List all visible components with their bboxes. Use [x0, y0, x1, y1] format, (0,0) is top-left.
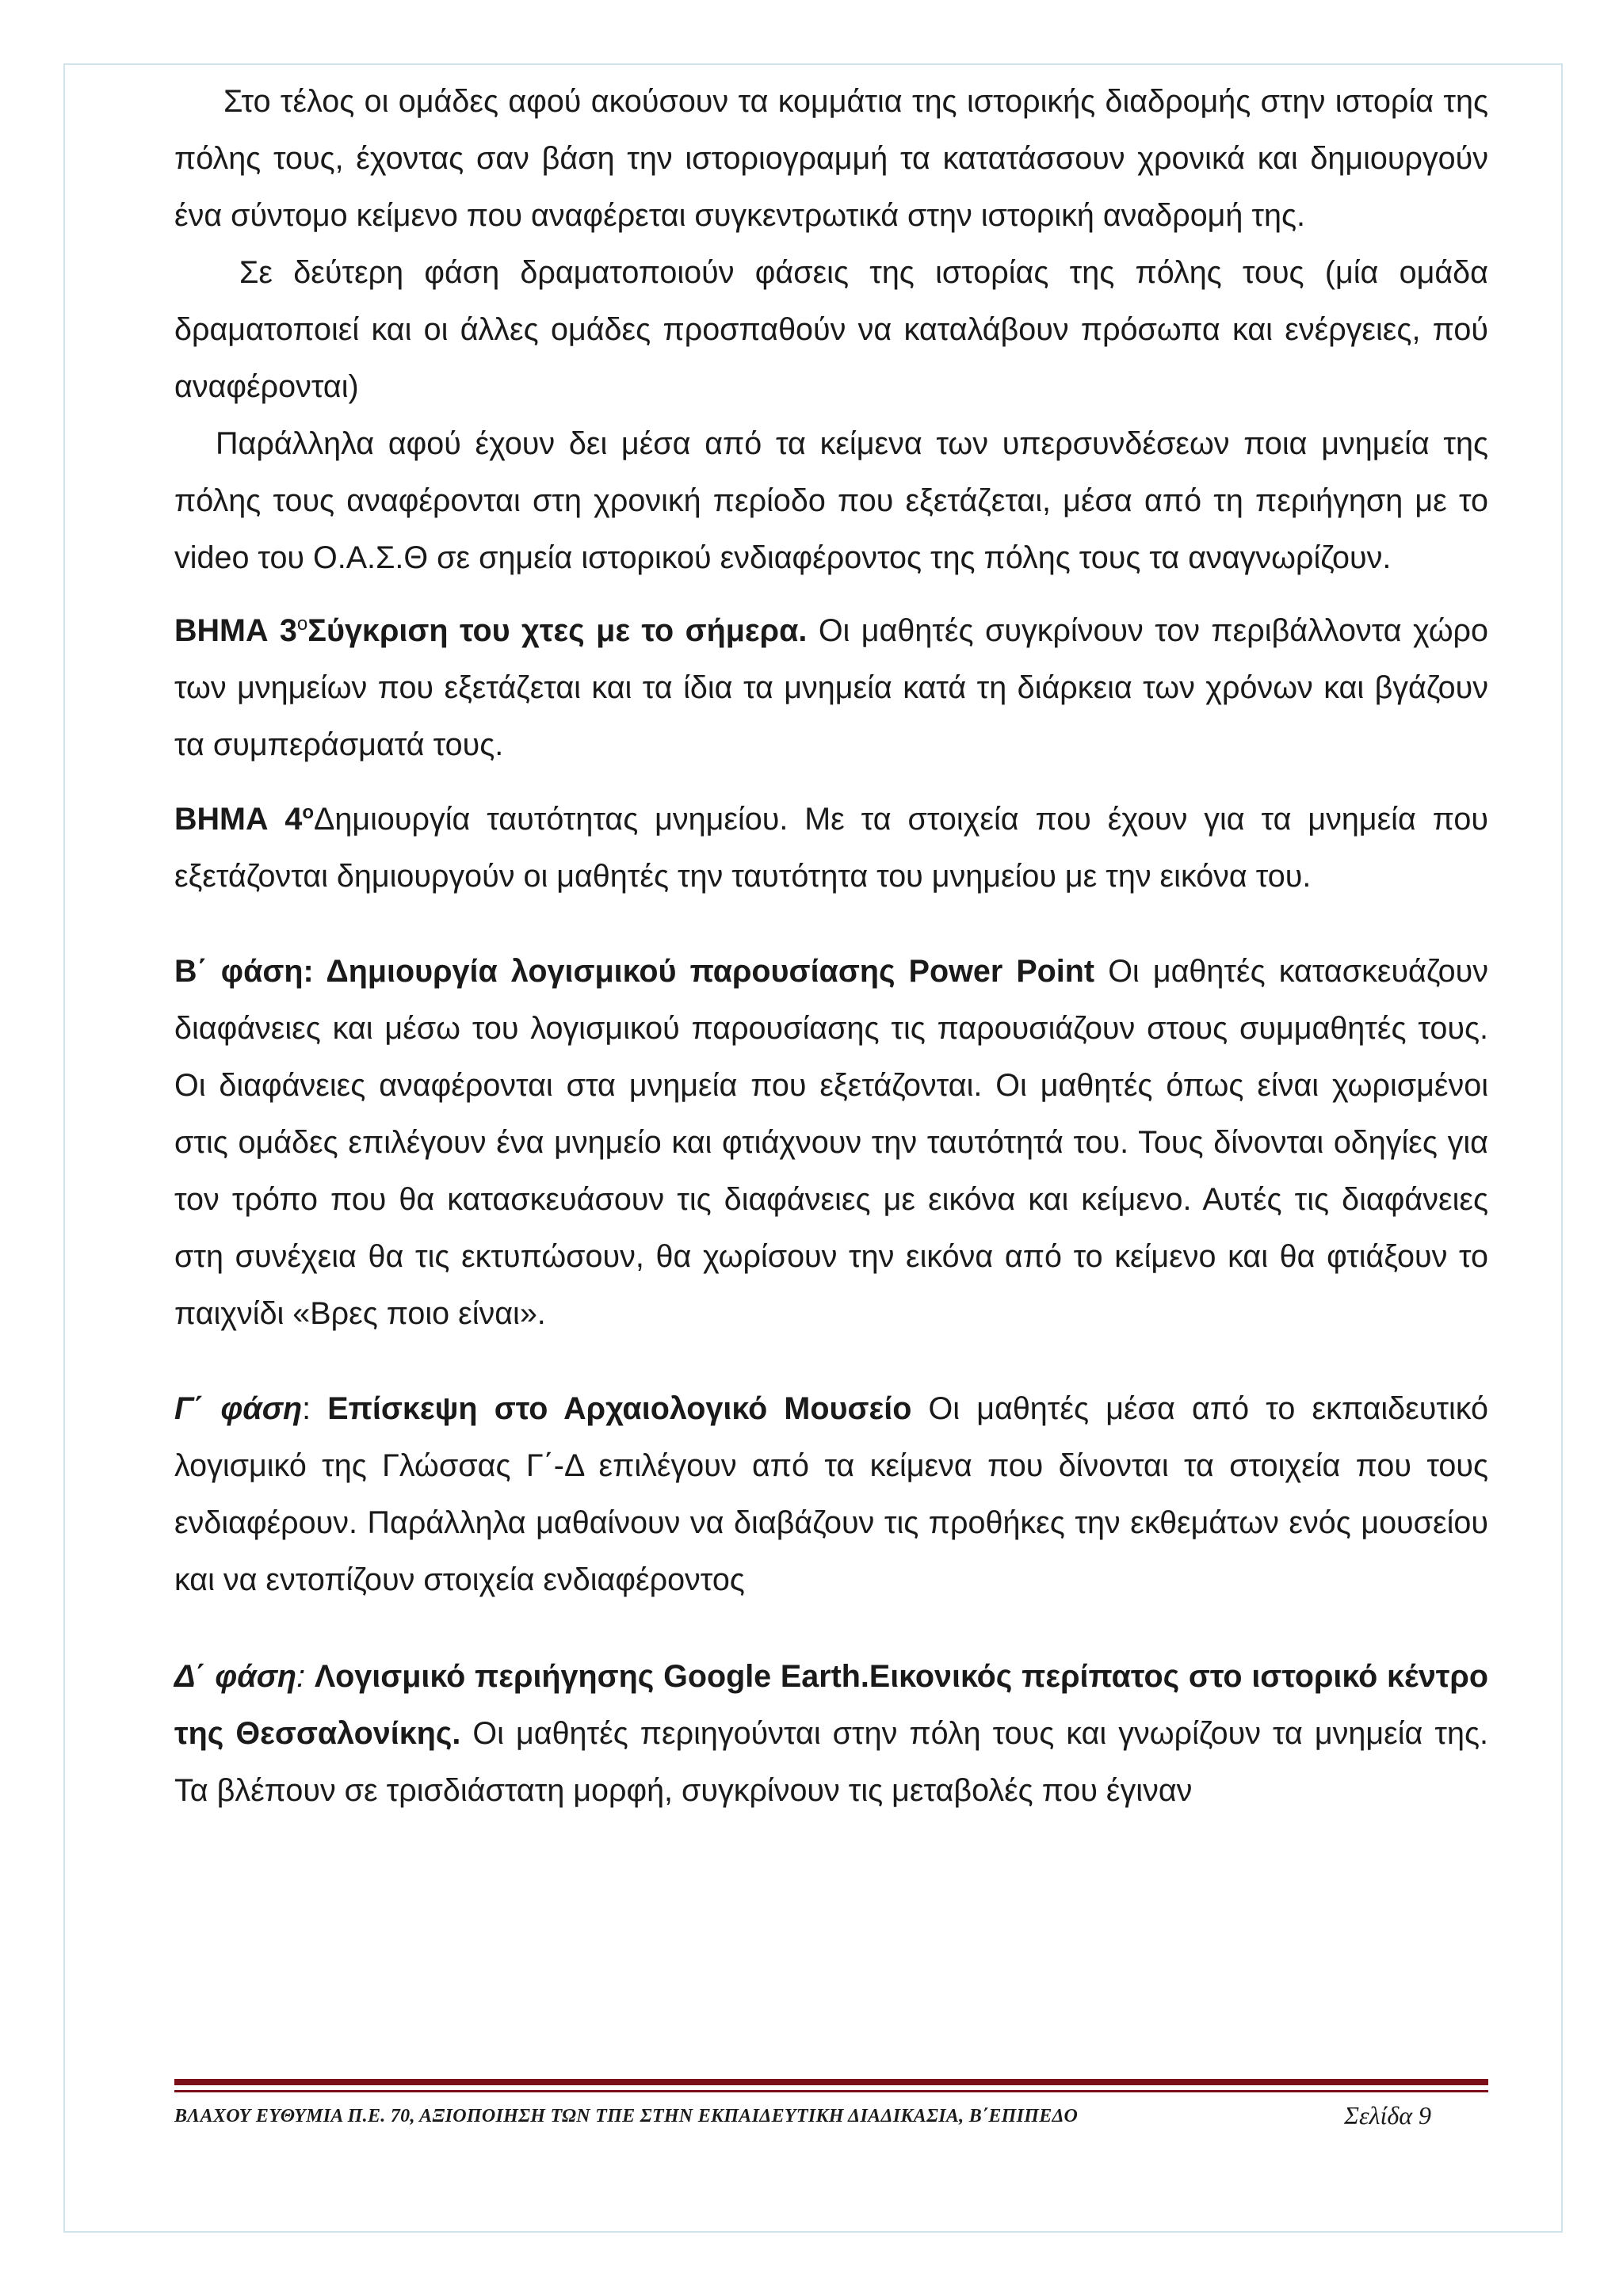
phase-b-title: Β΄ φάση: Δημιουργία λογισμικού παρουσίασης Power Point — [174, 954, 1095, 989]
phase-b-paragraph — [174, 943, 1488, 1342]
paragraph-history-summary: Στο τέλος οι ομάδες αφού ακούσουν τα κομμάτια της ιστορικής διαδρομής στην ιστορία της πόλης τους, έχοντας σαν βάση την ιστοριογραμμή τα κατατάσσουν χρονικά και δημιουργούν ένα σύντομο κείμενο που αναφέρεται συγκεντρωτικά στην ιστορική αναδρομή της. — [174, 84, 1488, 233]
step-4-lead: ΒΗΜΑ 4 — [174, 802, 303, 837]
phase-c-paragraph — [174, 1380, 1488, 1608]
step-3-lead: ΒΗΜΑ 3 — [174, 613, 297, 648]
phase-d-text: Οι μαθητές περιηγούνται στην πόλη τους και γνωρίζουν τα μνημεία της. Τα βλέπουν σε τρισδιάστατη μορφή, συγκρίνουν τις μεταβολές που έγιναν — [174, 1716, 1489, 1808]
paragraph-monuments-video: Παράλληλα αφού έχουν δει μέσα από τα κείμενα των υπερσυνδέσεων ποια μνημεία της πόλης τους αναφέρονται στη χρονική περίοδο που εξετάζεται, μέσα από τη περιήγηση με το video του Ο.Α.Σ.Θ σε σημεία ιστορικού ενδιαφέροντος της πόλης τους τα αναγνωρίζουν. — [174, 426, 1488, 575]
footer-rule-thin — [174, 2090, 1488, 2092]
phase-c-label: Γ΄ φάση — [174, 1391, 303, 1426]
footer-author-title: ΒΛΑΧΟΥ ΕΥΘΥΜΙΑ Π.Ε. 70, ΑΞΙΟΠΟΙΗΣΗ ΤΩΝ ΤΠΕ ΣΤΗΝ ΕΚΠΑΙΔΕΥΤΙΚΗ ΔΙΑΔΙΚΑΣΙΑ, Β΄ΕΠΙΠΕΔΟ — [174, 2106, 1079, 2126]
phase-d-label: Δ΄ φάση — [174, 1659, 297, 1694]
footer-rule-thick — [174, 2079, 1488, 2085]
step-3-text: Οι μαθητές συγκρίνουν τον περιβάλλοντα χώρο των μνημείων που εξετάζεται και τα ίδια τα μνημεία κατά τη διάρκεια των χρόνων και βγάζουν τα συμπεράσματά τους. — [174, 613, 1488, 762]
phase-c-text: Οι μαθητές μέσα από το εκπαιδευτικό λογισμικό της Γλώσσας Γ΄-Δ επιλέγουν από τα κείμενα που δίνονται τα στοιχεία που τους ενδιαφέρουν. Παράλληλα μαθαίνουν να διαβάζουν τις προθήκες την εκθεμάτων ενός μουσείου και να εντοπίζουν στοιχεία ενδιαφέροντος — [174, 1391, 1488, 1597]
phase-b-text: Οι μαθητές κατασκευάζουν διαφάνειες και μέσω του λογισμικού παρουσίασης τις παρουσιάζουν στους συμμαθητές τους. Οι διαφάνειες αναφέρονται στα μνημεία που εξετάζονται. Οι μαθητές όπως είναι χωρισμένοι στις ομάδες επιλέγουν ένα μνημείο και φτιάχνουν την ταυτότητά του. Τους δίνονται οδηγίες για τον τρόπο που θα κατασκευάσουν τις διαφάνειες με εικόνα και κείμενο. Αυτές τις διαφάνειες στη συνέχεια θα τις εκτυπώσουν, θα χωρίσουν την εικόνα από το κείμενο και θα φτιάξουν το παιχνίδι «Βρες ποιο είναι». — [174, 954, 1488, 1331]
step-3-paragraph — [174, 602, 1488, 773]
paragraph-dramatization: Σε δεύτερη φάση δραματοποιούν φάσεις της ιστορίας της πόλης τους (μία ομάδα δραματοποιεί και οι άλλες ομάδες προσπαθούν να καταλάβουν πρόσωπα και ενέργειες, πού αναφέρονται) — [174, 255, 1488, 404]
phase-c-title: Επίσκεψη στο Αρχαιολογικό Μουσείο — [327, 1391, 912, 1426]
step-3-ordinal: ο — [296, 612, 308, 635]
footer-page-number: Σελίδα 9 — [1343, 2101, 1431, 2130]
step-4-paragraph — [174, 791, 1488, 905]
phase-d-paragraph — [174, 1648, 1488, 1819]
step-3-title: Σύγκριση του χτες με το σήμερα. — [307, 613, 808, 648]
step-4-ordinal: ο — [302, 801, 315, 823]
phase-d-colon: : — [296, 1659, 315, 1694]
phase-c-colon: : — [302, 1391, 328, 1426]
document-body — [174, 73, 1488, 1819]
step-4-text: Δημιουργία ταυτότητας μνημείου. Με τα στοιχεία που έχουν για τα μνημεία που εξετάζονται δημιουργούν οι μαθητές την ταυτότητα του μνημείου με την εικόνα του. — [174, 802, 1488, 894]
phase-d-title: Λογισμικό περιήγησης Google Earth.Εικονικός περίπατος στο ιστορικό κέντρο της Θεσσαλονίκης. — [174, 1659, 1489, 1751]
